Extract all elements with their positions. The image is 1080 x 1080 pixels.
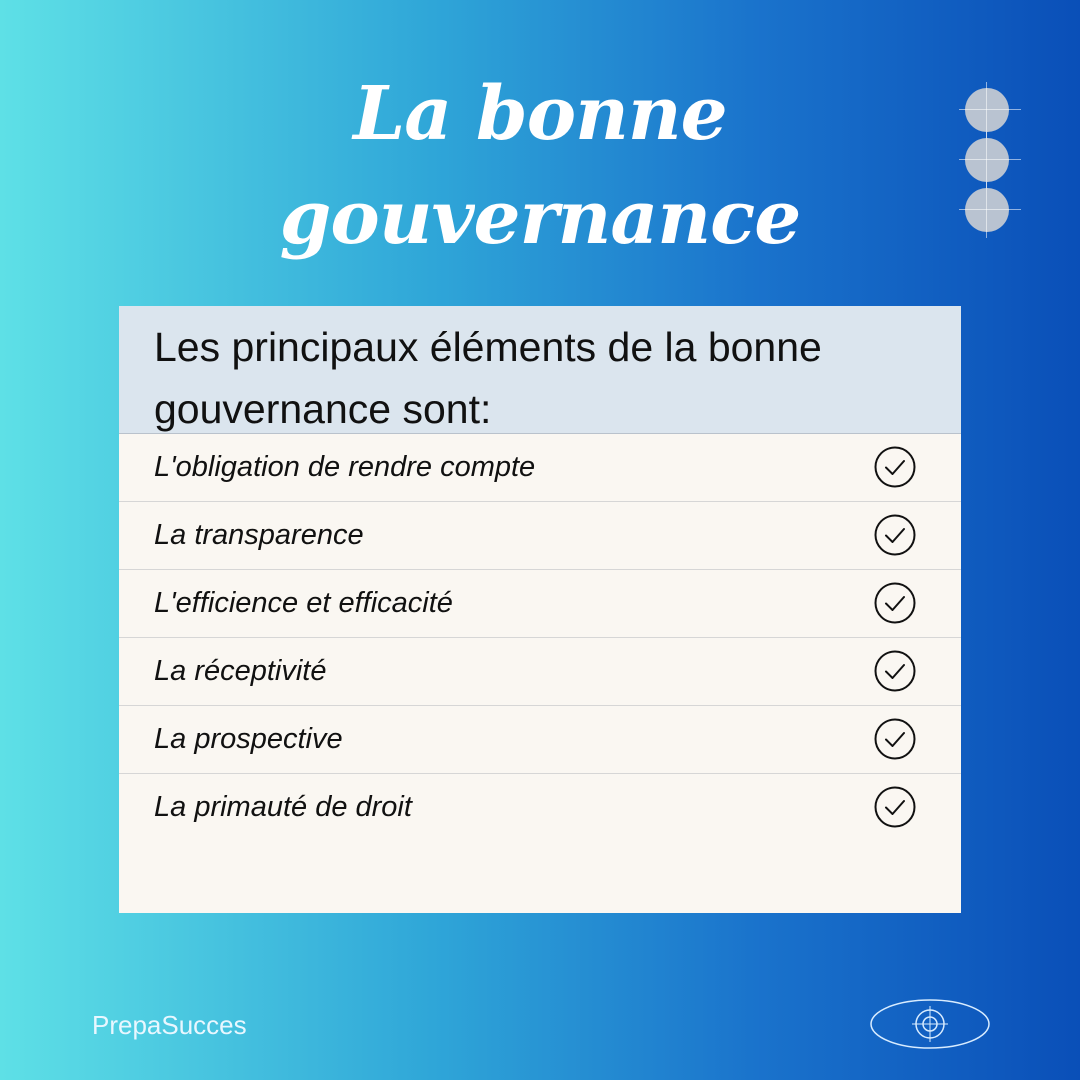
check-circle-icon bbox=[874, 582, 916, 624]
page-title-line-2: gouvernance bbox=[279, 175, 801, 261]
list-item-label: L'obligation de rendre compte bbox=[154, 451, 536, 483]
list-item bbox=[119, 774, 961, 842]
page-title-line-1: La bonne bbox=[353, 71, 727, 157]
list-item-label: La réceptivité bbox=[154, 655, 327, 687]
check-circle-icon bbox=[874, 718, 916, 760]
list-item bbox=[119, 706, 961, 774]
list-item bbox=[119, 434, 961, 502]
card-heading: Les principaux éléments de la bonne gouvernance sont: bbox=[154, 324, 822, 432]
card-header bbox=[119, 306, 961, 434]
dot-icon bbox=[965, 138, 1009, 182]
list-item bbox=[119, 570, 961, 638]
decorative-dots-icon bbox=[962, 88, 1012, 238]
brand-name: PrepaSucces bbox=[92, 1010, 247, 1040]
list-item-label: La primauté de droit bbox=[154, 791, 412, 823]
check-circle-icon bbox=[874, 446, 916, 488]
list-item bbox=[119, 638, 961, 706]
elements-list bbox=[119, 434, 961, 842]
check-circle-icon bbox=[874, 514, 916, 556]
list-item bbox=[119, 502, 961, 570]
check-circle-icon bbox=[874, 650, 916, 692]
list-item-label: La transparence bbox=[154, 519, 364, 551]
eye-target-icon bbox=[869, 998, 991, 1050]
dot-icon bbox=[965, 188, 1009, 232]
elements-card bbox=[119, 306, 961, 913]
page-title bbox=[0, 62, 1080, 270]
dot-icon bbox=[965, 88, 1009, 132]
list-item-label: L'efficience et efficacité bbox=[154, 587, 453, 619]
check-circle-icon bbox=[874, 786, 916, 828]
list-item-label: La prospective bbox=[154, 723, 343, 755]
